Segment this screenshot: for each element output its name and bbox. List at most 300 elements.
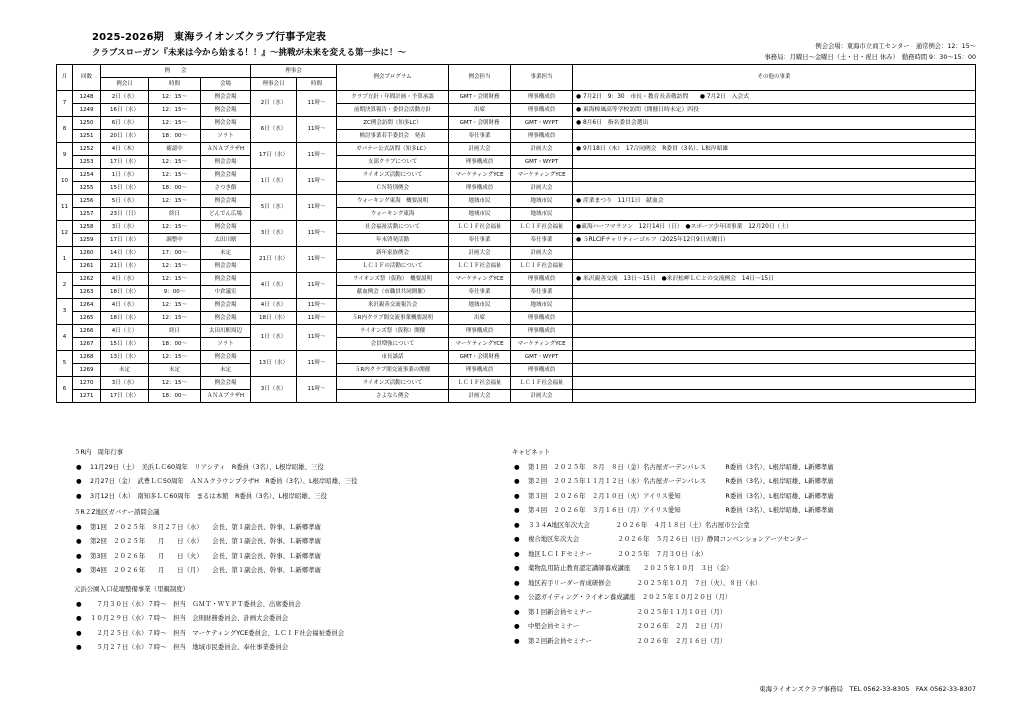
list-item-text: 複合地区年次大会 ２０２６年 ５月２６日（日）静岡コンベンションアーツセンター — [528, 535, 809, 543]
governor-list — [74, 520, 321, 578]
meeting-venue: 例会会場 — [201, 169, 251, 182]
meeting-number: 1267 — [73, 338, 101, 351]
meeting-time: 12：15〜 — [149, 156, 201, 169]
cabinet-heading: キャビネット — [512, 448, 551, 456]
meeting-venue: 未定 — [201, 364, 251, 377]
board-date: 17日（水） — [251, 143, 297, 169]
meeting-in-charge: 理事構成員 — [449, 325, 511, 338]
meeting-date: 15日（水） — [101, 338, 149, 351]
meeting-date: 18日（水） — [101, 312, 149, 325]
meeting-date: 未定 — [101, 364, 149, 377]
board-time: 11時〜 — [297, 91, 337, 117]
meeting-date: 18日（水） — [101, 286, 149, 299]
list-item-text: 2月27日（金） 武豊ＬＣ50周年 ＡＮＡクラウンプラザH R委員（3名）、L根岸昭雄、三役 — [90, 477, 358, 485]
meeting-time: 12：15〜 — [149, 117, 201, 130]
meeting-date: 17日（水） — [101, 156, 149, 169]
meeting-number: 1268 — [73, 351, 101, 364]
list-item-text: 3月12日（木） 南知多ＬＣ60周年 まるは本館 R委員（3名）、L根岸昭雄、三役 — [90, 491, 327, 500]
meeting-in-charge: ＬＣＩＦ社会福祉 — [449, 221, 511, 234]
other-events — [573, 182, 976, 195]
governor-heading: ５R２Z地区ガバナー諮問会議 — [74, 508, 160, 516]
board-time: 11時〜 — [297, 325, 337, 351]
schedule-row — [57, 390, 976, 403]
project-in-charge: 計画大会 — [511, 143, 573, 156]
meeting-time: 12：15〜 — [149, 260, 201, 273]
meeting-venue: 例会会場 — [201, 377, 251, 390]
header-jigyo-tanto: 事業担当 — [511, 65, 573, 91]
flower-section — [74, 582, 344, 655]
list-item — [512, 561, 834, 576]
meeting-date: 14日（水） — [101, 247, 149, 260]
list-item-text: 公認ガイディング・ライオン養成講座 ２０２５年１０月２０日（月） — [528, 593, 732, 601]
meeting-venue: 例会会場 — [201, 273, 251, 286]
meeting-number: 1255 — [73, 182, 101, 195]
schedule-row — [57, 286, 976, 299]
meeting-program: ライオンズ祭（仮称） 概要説明 — [337, 273, 449, 286]
list-item-text: 11月29日（土） 美浜ＬＣ60周年 リアシティ R委員（3名）、L根岸昭雄、三役 — [90, 462, 324, 471]
list-item — [74, 563, 321, 578]
meeting-program: ライオンズ活動について — [337, 169, 449, 182]
project-in-charge: 地域市民 — [511, 299, 573, 312]
meeting-program: 米沢親善交流報告会 — [337, 299, 449, 312]
meeting-number: 1270 — [73, 377, 101, 390]
meeting-date: 17日（水） — [101, 234, 149, 247]
meeting-time: 12：15〜 — [149, 195, 201, 208]
board-time: 11時〜 — [297, 273, 337, 299]
list-item-text: １０月２９日（水）７時〜 担当 会則財務委員会、計画大会委員会 — [90, 614, 289, 622]
page-title: 2025-2026期 東海ライオンズクラブ行事予定表 — [92, 32, 327, 43]
meeting-in-charge: GMT・会則財務 — [449, 117, 511, 130]
meeting-venue: 例会会場 — [201, 312, 251, 325]
office-hours: 事務局：月曜日〜金曜日（土・日・祝日 休み） 勤務時間 9：30〜15：00 — [764, 54, 976, 61]
month-cell: 3 — [57, 299, 73, 325]
meeting-number: 1248 — [73, 91, 101, 104]
meeting-time: 12：15〜 — [149, 221, 201, 234]
project-in-charge: GMT・WYPT — [511, 117, 573, 130]
bullet-icon: ● — [76, 614, 82, 622]
project-in-charge: GMT・WYPT — [511, 156, 573, 169]
office-info — [764, 41, 976, 63]
meeting-venue: 例会会場 — [201, 351, 251, 364]
meeting-venue: 太田川駅周辺 — [201, 325, 251, 338]
list-item-text: 第４回 ２０２６年 ３月１６日（月）アイリス愛知 R委員（3名）、L根岸昭雄、L新郷孝廣 — [528, 506, 834, 514]
meeting-program: ZC例会訪問（知多LC） — [337, 117, 449, 130]
meeting-in-charge: 計画大会 — [449, 390, 511, 403]
meeting-venue: さつき館 — [201, 182, 251, 195]
month-cell: 10 — [57, 169, 73, 195]
meeting-program: 会員増強について — [337, 338, 449, 351]
board-date: 4日（水） — [251, 273, 297, 299]
meeting-venue: 例会会場 — [201, 104, 251, 117]
meeting-venue: 例会会場 — [201, 117, 251, 130]
schedule-row — [57, 117, 976, 130]
month-cell: 12 — [57, 221, 73, 247]
bullet-icon: ● — [514, 607, 520, 616]
meeting-program: さよなら例会 — [337, 390, 449, 403]
meeting-venue: 例会会場 — [201, 299, 251, 312]
meeting-time: 12：15〜 — [149, 377, 201, 390]
list-item — [512, 547, 834, 562]
list-item-text: 第１回 ２０２５年 ８月 ８日（金）名古屋ガーデンパレス R委員（3名）、L根岸昭雄、L新郷孝廣 — [528, 462, 834, 471]
project-in-charge: 計画大会 — [511, 247, 573, 260]
board-date: 3日（水） — [251, 221, 297, 247]
schedule-row — [57, 312, 976, 325]
meeting-time: 終日 — [149, 208, 201, 221]
meeting-date: 5日（水） — [101, 195, 149, 208]
other-events — [573, 260, 976, 273]
meeting-date: 2日（水） — [101, 91, 149, 104]
schedule-row — [57, 234, 976, 247]
list-item-text: 第1回 ２０２５年 ８月２７日（水） 会長、第１副会長、幹事、Ｌ新郷孝廣 — [90, 522, 321, 531]
list-item-text: 地区若手リーダー育成研修会 ２０２５年１０月 ７日（火）、８日（水） — [528, 578, 762, 587]
meeting-date: 17日（水） — [101, 390, 149, 403]
board-time: 11時〜 — [297, 299, 337, 312]
schedule-row — [57, 260, 976, 273]
list-item — [512, 518, 834, 533]
meeting-number: 1251 — [73, 130, 101, 143]
bullet-icon: ● — [514, 622, 520, 630]
other-events: ● 東海樟風高等学校訪問（開催日時未定）四役 — [573, 104, 976, 117]
list-item-text: 第２回 ２０２５年１１月１２日（水）名古屋ガーデンパレス R委員（3名）、L根岸昭雄、L新郷孝廣 — [528, 477, 834, 485]
list-item-text: ７月３０日（水）７時〜 担当 ＧＭＴ・ＷＹＰＴ委員会、出席委員会 — [90, 599, 301, 608]
other-events — [573, 325, 976, 338]
bullet-icon: ● — [514, 477, 520, 485]
schedule-row — [57, 364, 976, 377]
meeting-program: 社会福祉活動について — [337, 221, 449, 234]
meeting-in-charge: 理事構成員 — [449, 156, 511, 169]
schedule-row — [57, 247, 976, 260]
meeting-venue: 太田川駅 — [201, 234, 251, 247]
meeting-in-charge: ＬＣＩＦ社会福祉 — [449, 260, 511, 273]
list-item-text: 第２回新会員セミナー ２０２６年 ２月１６日（月） — [528, 636, 727, 645]
meeting-number: 1249 — [73, 104, 101, 117]
board-date: 5日（水） — [251, 195, 297, 221]
board-time: 11時〜 — [297, 169, 337, 195]
meeting-in-charge: 計画大会 — [449, 143, 511, 156]
list-item — [512, 605, 834, 620]
project-in-charge: 計画大会 — [511, 182, 573, 195]
month-cell: 2 — [57, 273, 73, 299]
list-item — [512, 489, 834, 504]
list-item — [512, 503, 834, 518]
project-in-charge: 地域市民 — [511, 208, 573, 221]
schedule-row — [57, 351, 976, 364]
meeting-date: 4日（木） — [101, 143, 149, 156]
other-events: ● 米沢親善交流 13日〜15日 ●米沢松岬ＬＣとの交流例会 14日〜15日 — [573, 273, 976, 286]
cabinet-list — [512, 460, 834, 649]
meeting-time: 12：15〜 — [149, 299, 201, 312]
meeting-time: 12：15〜 — [149, 104, 201, 117]
meeting-venue: ＡＮＡプラザH — [201, 390, 251, 403]
list-item — [512, 474, 834, 489]
board-time: 11時〜 — [297, 195, 337, 221]
list-item — [74, 597, 344, 612]
meeting-in-charge: 地域市民 — [449, 299, 511, 312]
meeting-date: 3日（水） — [101, 221, 149, 234]
meeting-date: 20日（水） — [101, 130, 149, 143]
board-time: 11時〜 — [297, 312, 337, 325]
governor-section — [74, 505, 321, 578]
header-program: 例会プログラム — [337, 65, 449, 91]
project-in-charge: 奉仕事業 — [511, 286, 573, 299]
meeting-program: ライオンズ活動について — [337, 377, 449, 390]
list-item — [74, 489, 357, 504]
meeting-in-charge: 出席 — [449, 104, 511, 117]
other-events — [573, 377, 976, 390]
schedule-row — [57, 338, 976, 351]
bullet-icon: ● — [514, 462, 520, 471]
meeting-program: ５R内クラブ間交流事業の開催 — [337, 364, 449, 377]
schedule-row — [57, 156, 976, 169]
meeting-time: 18：00〜 — [149, 338, 201, 351]
bullet-icon: ● — [76, 477, 82, 485]
board-date: 18日（水） — [251, 312, 297, 325]
project-in-charge: ＬＣＩＦ社会福祉 — [511, 221, 573, 234]
cabinet-section — [512, 445, 834, 648]
schedule-row — [57, 221, 976, 234]
list-item-text: 第１回新会員セミナー ２０２５年１１月１０日（月） — [528, 607, 727, 616]
list-item — [512, 460, 834, 475]
month-cell: 8 — [57, 117, 73, 143]
meeting-program: ライオンズ祭（仮称）開催 — [337, 325, 449, 338]
project-in-charge: 理事構成員 — [511, 273, 573, 286]
meeting-date: 4日（土） — [101, 325, 149, 338]
list-item — [74, 611, 344, 626]
list-item — [512, 576, 834, 591]
meeting-date: 16日（水） — [101, 104, 149, 117]
meeting-in-charge: 理事構成員 — [449, 364, 511, 377]
meeting-in-charge: ＬＣＩＦ社会福祉 — [449, 377, 511, 390]
meeting-in-charge: 理事構成員 — [449, 182, 511, 195]
bullet-icon: ● — [514, 506, 520, 514]
meeting-time: 17：00〜 — [149, 247, 201, 260]
footer-contact: 東海ライオンズクラブ事務局 TEL 0562-33-8305 FAX 0562-33-8307 — [759, 685, 976, 693]
list-item — [512, 619, 834, 634]
bullet-icon: ● — [514, 520, 520, 529]
board-date: 1日（水） — [251, 169, 297, 195]
meeting-program: ５R内クラブ間交流事業概要説明 — [337, 312, 449, 325]
bullet-icon: ● — [514, 491, 520, 500]
list-item — [512, 532, 834, 547]
month-cell: 1 — [57, 247, 73, 273]
meeting-program: ＬＣＩＦの活動について — [337, 260, 449, 273]
bullet-icon: ● — [514, 549, 520, 558]
meeting-program: ウォーキング東海 — [337, 208, 449, 221]
project-in-charge: マーケティングYCE — [511, 169, 573, 182]
header-other: その他の事業 — [573, 65, 976, 91]
meeting-program: 検討事業若手委員会 発表 — [337, 130, 449, 143]
header-month: 月 — [57, 65, 73, 91]
month-cell: 7 — [57, 91, 73, 117]
list-item-text: 地区ＬＣＩＦセミナー ２０２５年 ７月３０日（水） — [528, 549, 707, 558]
header-count: 回数 — [73, 65, 101, 91]
header-riji-time: 時間 — [297, 78, 337, 91]
meeting-time: 12：15〜 — [149, 273, 201, 286]
schedule-row — [57, 299, 976, 312]
meeting-number: 1259 — [73, 234, 101, 247]
list-item-text: 中堅会員セミナー ２０２６年 ２月 ２日（月） — [528, 622, 727, 630]
meeting-date: 23日（日） — [101, 208, 149, 221]
schedule-row — [57, 91, 976, 104]
meeting-number: 1269 — [73, 364, 101, 377]
meeting-time: 18：00〜 — [149, 390, 201, 403]
list-item — [74, 549, 321, 564]
meeting-number: 1266 — [73, 325, 101, 338]
meeting-program: 前期決算報告・委員会活動方針 — [337, 104, 449, 117]
month-cell: 6 — [57, 377, 73, 403]
meeting-in-charge: 地域市民 — [449, 195, 511, 208]
meeting-number: 1264 — [73, 299, 101, 312]
meeting-number: 1271 — [73, 390, 101, 403]
meeting-number: 1254 — [73, 169, 101, 182]
meeting-program: ガバナー公式訪問（知多LC） — [337, 143, 449, 156]
schedule-row — [57, 208, 976, 221]
project-in-charge: 理事構成員 — [511, 130, 573, 143]
meeting-date: 21日（水） — [101, 260, 149, 273]
other-events: ● 8月6日 指名委員会選出 — [573, 117, 976, 130]
bullet-icon: ● — [76, 628, 82, 637]
bullet-icon: ● — [76, 522, 82, 531]
meeting-venue: 例会会場 — [201, 260, 251, 273]
board-date: 13日（水） — [251, 351, 297, 377]
meeting-in-charge: マーケティングYCE — [449, 169, 511, 182]
meeting-number: 1258 — [73, 221, 101, 234]
header-reikai-date: 例会日 — [101, 78, 149, 91]
meeting-in-charge: GMT・会則財務 — [449, 91, 511, 104]
board-time: 11時〜 — [297, 143, 337, 169]
meeting-date: 13日（水） — [101, 351, 149, 364]
meeting-time: 確認中 — [149, 143, 201, 156]
other-events — [573, 338, 976, 351]
other-events — [573, 286, 976, 299]
meeting-in-charge: GMT・会則財務 — [449, 351, 511, 364]
list-item-text: 第4回 ２０２６年 月 日（月） 会長、第１副会長、幹事、Ｌ新郷孝廣 — [90, 566, 321, 574]
meeting-in-charge: 奉仕事業 — [449, 130, 511, 143]
meeting-time: 9：00〜 — [149, 286, 201, 299]
bullet-icon: ● — [514, 578, 520, 587]
meeting-time: 終日 — [149, 325, 201, 338]
bullet-icon: ● — [514, 593, 520, 601]
meeting-time: 未定 — [149, 364, 201, 377]
meeting-in-charge: 地域市民 — [449, 208, 511, 221]
bullet-icon: ● — [76, 537, 82, 545]
meeting-time: 12：15〜 — [149, 91, 201, 104]
board-date: 4日（水） — [251, 299, 297, 312]
other-events — [573, 247, 976, 260]
meeting-in-charge: 計画大会 — [449, 247, 511, 260]
meeting-date: 15日（水） — [101, 182, 149, 195]
meeting-number: 1253 — [73, 156, 101, 169]
project-in-charge: 理事構成員 — [511, 91, 573, 104]
meeting-venue: 例会会場 — [201, 221, 251, 234]
meeting-number: 1257 — [73, 208, 101, 221]
board-time: 11時〜 — [297, 377, 337, 403]
list-item-text: ２月２５日（水）７時〜 担当 マーケティングYCE委員会、ＬＣＩＦ社会福祉委員会 — [90, 628, 345, 637]
meeting-program: 支部クラブについて — [337, 156, 449, 169]
bullet-icon: ● — [76, 462, 82, 471]
schedule-row — [57, 104, 976, 117]
anniversary-heading: ５R内 周年行事 — [74, 448, 124, 456]
meeting-in-charge: マーケティングYCE — [449, 273, 511, 286]
board-time: 11時〜 — [297, 221, 337, 247]
meeting-program: 新年家族例会 — [337, 247, 449, 260]
list-item — [74, 474, 357, 489]
project-in-charge: 理事構成員 — [511, 325, 573, 338]
list-item-text: ５月２７日（水）７時〜 担当 地域市民委員会、奉仕事業委員会 — [90, 643, 289, 651]
board-date: 6日（水） — [251, 117, 297, 143]
meeting-date: 4日（水） — [101, 299, 149, 312]
meeting-venue: ソラト — [201, 130, 251, 143]
schedule-row — [57, 325, 976, 338]
board-time: 11時〜 — [297, 117, 337, 143]
list-item — [512, 634, 834, 649]
meeting-program: クラブ方針・年間計画・予算承認 — [337, 91, 449, 104]
project-in-charge: 計画大会 — [511, 390, 573, 403]
list-item — [74, 520, 321, 535]
board-date: 2日（水） — [251, 91, 297, 117]
meeting-in-charge: 出席 — [449, 312, 511, 325]
meeting-date: 4日（水） — [101, 273, 149, 286]
schedule-row — [57, 182, 976, 195]
meeting-venue: 例会会場 — [201, 91, 251, 104]
meeting-program: 市長談話 — [337, 351, 449, 364]
schedule-body — [57, 91, 976, 403]
board-date: 1日（水） — [251, 325, 297, 351]
project-in-charge: 地域市民 — [511, 195, 573, 208]
bullet-icon: ● — [76, 491, 82, 500]
project-in-charge: 理事構成員 — [511, 312, 573, 325]
project-in-charge: 奉仕事業 — [511, 234, 573, 247]
meeting-number: 1260 — [73, 247, 101, 260]
schedule-row — [57, 195, 976, 208]
meeting-time: 調整中 — [149, 234, 201, 247]
list-item-text: 第2回 ２０２５年 月 日（水） 会長、第１副会長、幹事、Ｌ新郷孝廣 — [90, 537, 321, 545]
meeting-number: 1265 — [73, 312, 101, 325]
list-item — [74, 534, 321, 549]
list-item — [74, 640, 344, 655]
board-date: 21日（水） — [251, 247, 297, 273]
project-in-charge: GMT・WYPT — [511, 351, 573, 364]
other-events — [573, 364, 976, 377]
meeting-in-charge: 奉仕事業 — [449, 286, 511, 299]
list-item — [74, 460, 357, 475]
list-item-text: ３３４A地区年次大会 ２０２６年 ４月１８日（土）名古屋市公会堂 — [528, 520, 750, 529]
project-in-charge: ＬＣＩＦ社会福祉 — [511, 260, 573, 273]
month-cell: 9 — [57, 143, 73, 169]
list-item-text: 第3回 ２０２６年 月 日（火） 会長、第１副会長、幹事、Ｌ新郷孝廣 — [90, 551, 321, 560]
flower-list — [74, 597, 344, 655]
bullet-icon: ● — [76, 566, 82, 574]
month-cell: 5 — [57, 351, 73, 377]
project-in-charge: 理事構成員 — [511, 364, 573, 377]
list-item — [74, 626, 344, 641]
meeting-venue: 例会会場 — [201, 156, 251, 169]
club-slogan: クラブスローガン『未来は今から始まる！！』〜挑戦が未来を変える第一歩に！〜 — [92, 48, 406, 58]
header-riji-date: 理事会日 — [251, 78, 297, 91]
schedule-row — [57, 273, 976, 286]
schedule-row — [57, 130, 976, 143]
meeting-venue: ソラト — [201, 338, 251, 351]
anniversary-section — [74, 445, 357, 503]
other-events: ●東海ハーフマラソン 12月14日（日） ●スポーツ少年団事業 12月20日（土） — [573, 221, 976, 234]
header-time: 時間 — [149, 78, 201, 91]
header-venue: 会場 — [201, 78, 251, 91]
list-item-text: 薬物乱用防止教育認定講師養成講座 ２０２５年１０月 ３日（金） — [528, 564, 733, 572]
project-in-charge: 理事構成員 — [511, 104, 573, 117]
meeting-time: 12：15〜 — [149, 312, 201, 325]
flower-heading: 元浜公園入口花壇整備事業（里親制度） — [74, 585, 190, 593]
meeting-venue: どんでん広場 — [201, 208, 251, 221]
